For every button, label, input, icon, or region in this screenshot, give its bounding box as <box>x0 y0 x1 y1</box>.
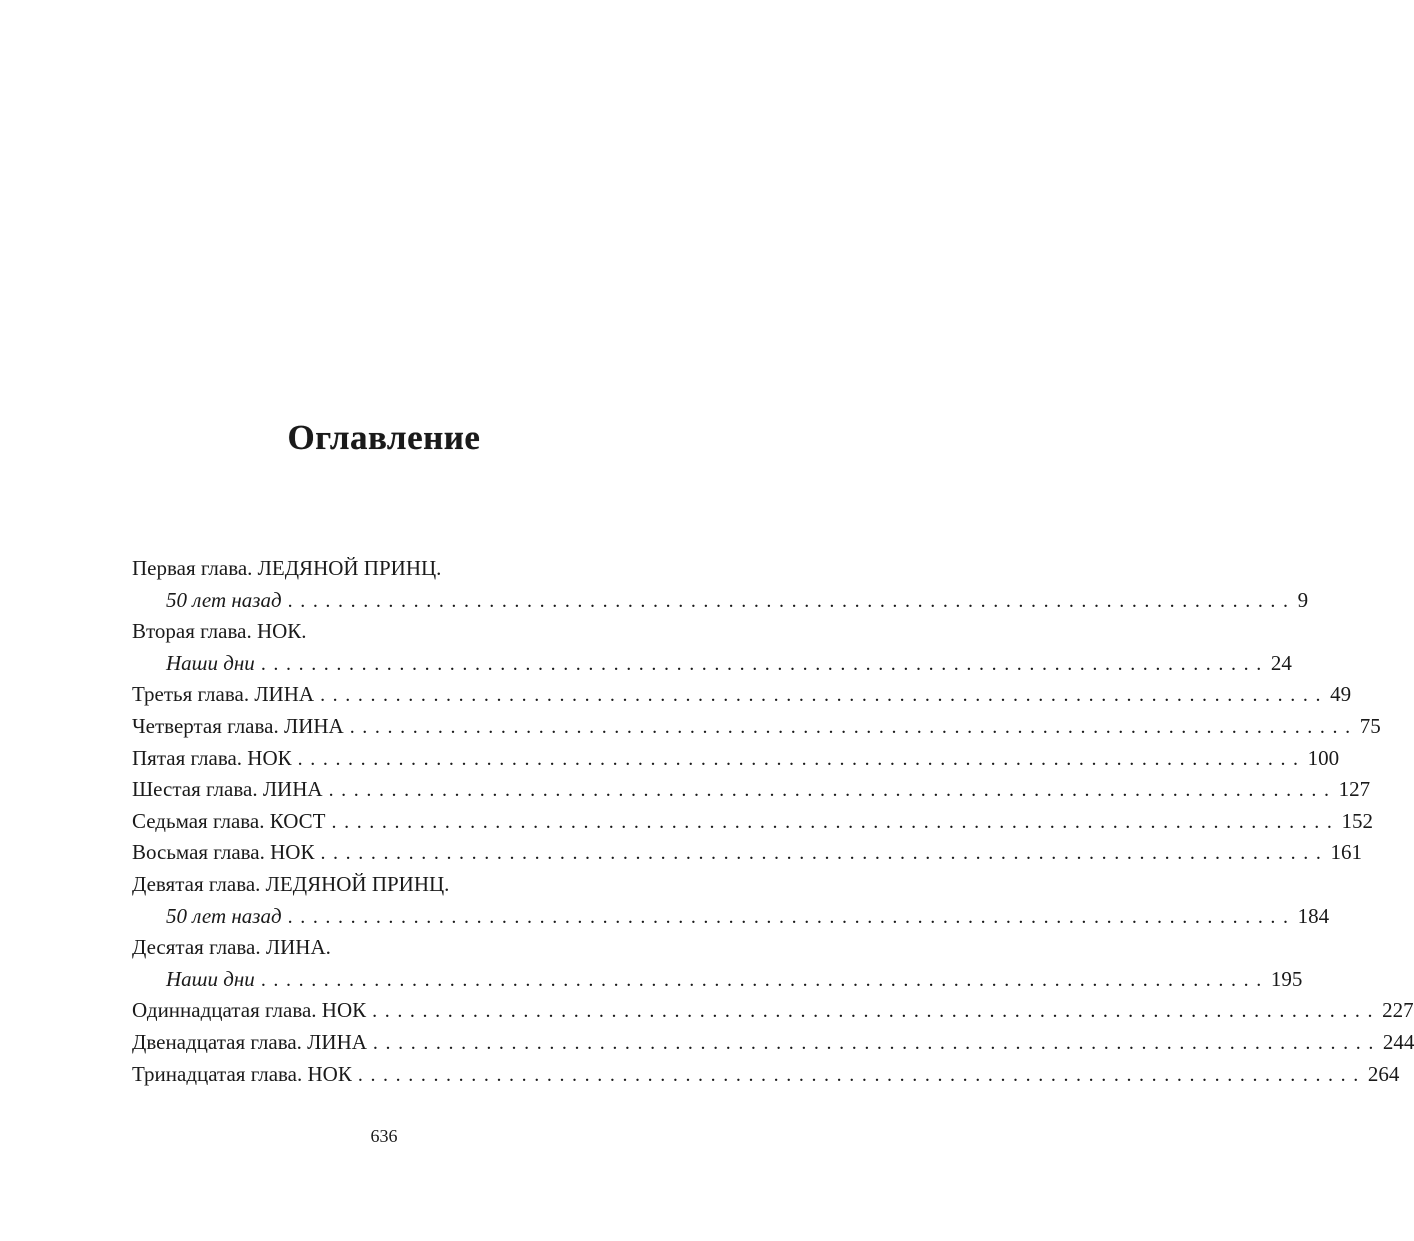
toc-leader-dots: ................................................................................ <box>349 715 1358 738</box>
toc-entry-label: Восьмая глава. НОК <box>132 840 315 865</box>
toc-entry-label: Первая глава. ЛЕДЯНОЙ ПРИНЦ. <box>132 556 442 580</box>
toc-entry-label: Тринадцатая глава. НОК <box>132 1061 352 1086</box>
toc-entry[interactable] <box>132 1027 1414 1059</box>
toc-leader-dots: ................................................................................ <box>260 968 1269 991</box>
table-of-contents <box>132 553 1414 1090</box>
toc-entry-label: Седьмая глава. КОСТ <box>132 808 326 833</box>
toc-entry-label: Двенадцатая глава. ЛИНА <box>132 1029 367 1054</box>
toc-entry-page: 9 <box>1297 587 1309 612</box>
toc-entry-page: 152 <box>1341 808 1373 833</box>
toc-entry-page: 127 <box>1338 777 1371 802</box>
page-number: 636 <box>370 1126 398 1146</box>
toc-entry[interactable] <box>132 553 686 585</box>
toc-entry-label: 50 лет назад <box>166 587 282 612</box>
toc-entry-label: Шестая глава. ЛИНА <box>132 777 323 802</box>
toc-entry[interactable] <box>132 711 1381 743</box>
toc-entry[interactable] <box>132 869 686 901</box>
toc-leader-dots: ................................................................................ <box>260 652 1269 675</box>
toc-leader-dots: ................................................................................ <box>357 1063 1366 1086</box>
toc-entry-page: 161 <box>1330 840 1362 865</box>
toc-entry-label: Наши дни <box>166 650 255 675</box>
toc-entry[interactable] <box>132 806 1373 838</box>
toc-entry[interactable] <box>132 1059 1400 1091</box>
toc-entry-label: Вторая глава. НОК. <box>132 619 307 644</box>
toc-entry-label: Десятая глава. ЛИНА. <box>132 935 331 960</box>
toc-entry[interactable] <box>132 585 1309 617</box>
toc-leader-dots: ................................................................................ <box>287 905 1296 928</box>
toc-entry[interactable] <box>132 679 1352 711</box>
toc-leader-dots: ................................................................................ <box>287 589 1296 612</box>
toc-entry-page: 184 <box>1297 903 1330 928</box>
toc-entry-label: 50 лет назад <box>166 903 282 928</box>
toc-entry-page: 49 <box>1330 682 1352 707</box>
toc-entry-label: Четвертая глава. ЛИНА <box>132 713 344 738</box>
toc-entry[interactable] <box>132 995 1414 1027</box>
toc-entry-label: Девятая глава. ЛЕДЯНОЙ ПРИНЦ. <box>132 871 450 896</box>
page-title: Оглавление <box>287 418 481 457</box>
toc-leader-dots: ................................................................................ <box>331 810 1340 833</box>
toc-entry[interactable] <box>132 932 686 964</box>
toc-entry[interactable] <box>132 616 686 648</box>
toc-entry-page: 75 <box>1359 713 1381 738</box>
toc-leader-dots: ................................................................................ <box>328 779 1337 802</box>
toc-entry-label: Пятая глава. НОК <box>132 745 292 770</box>
toc-entry-page: 264 <box>1367 1061 1400 1086</box>
toc-leader-dots: ................................................................................ <box>320 842 1329 865</box>
toc-entry-page: 24 <box>1270 650 1292 675</box>
toc-entry-label: Третья глава. ЛИНА <box>132 682 315 707</box>
toc-entry-label: Наши дни <box>166 966 255 991</box>
toc-leader-dots: ................................................................................ <box>320 684 1329 707</box>
toc-entry[interactable] <box>132 743 1340 775</box>
toc-entry-page: 195 <box>1270 966 1303 991</box>
toc-entry-page: 227 <box>1382 998 1414 1023</box>
toc-leader-dots: ................................................................................ <box>297 747 1306 770</box>
toc-leader-dots: ................................................................................ <box>372 1031 1381 1054</box>
toc-entry[interactable] <box>132 964 1303 996</box>
toc-entry[interactable] <box>132 648 1292 680</box>
toc-leader-dots: ................................................................................ <box>372 1000 1381 1023</box>
toc-entry[interactable] <box>132 837 1362 869</box>
toc-entry[interactable] <box>132 901 1330 933</box>
toc-entry-label: Одиннадцатая глава. НОК <box>132 998 367 1023</box>
toc-entry[interactable] <box>132 774 1371 806</box>
toc-entry-page: 100 <box>1307 745 1340 770</box>
toc-entry-page: 244 <box>1382 1029 1414 1054</box>
